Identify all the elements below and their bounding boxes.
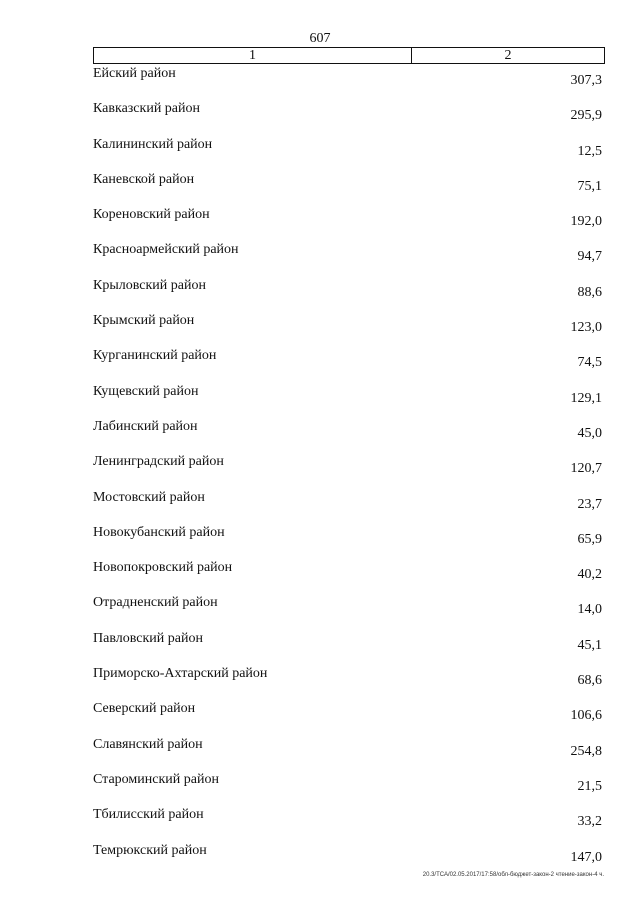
table-row — [93, 276, 605, 311]
district-name: Новокубанский район — [93, 524, 225, 540]
district-table — [93, 64, 605, 876]
document-footer: 20.3/ТСА/02.05.2017/17:58/обл-бюджет-закон-2 чтение-закон-4 ч. — [422, 872, 604, 878]
district-value: 12,5 — [577, 143, 602, 159]
district-name: Приморско-Ахтарский район — [93, 666, 268, 682]
district-name: Ейский район — [93, 66, 176, 81]
district-value: 68,6 — [577, 673, 602, 689]
district-value: 147,0 — [570, 849, 602, 865]
table-row — [93, 346, 605, 381]
table-row — [93, 488, 605, 523]
district-value: 21,5 — [577, 778, 602, 794]
district-value: 40,2 — [577, 567, 602, 583]
district-name: Павловский район — [93, 630, 203, 646]
district-name: Кущевский район — [93, 383, 199, 399]
table-row — [93, 452, 605, 487]
district-value: 254,8 — [570, 743, 602, 759]
table-row — [93, 311, 605, 346]
district-name: Кавказский район — [93, 101, 201, 117]
district-value: 74,5 — [577, 355, 602, 371]
table-row — [93, 523, 605, 558]
table-row — [93, 205, 605, 240]
district-name: Крыловский район — [93, 277, 206, 293]
page-number: 607 — [309, 31, 331, 46]
table-row — [93, 64, 605, 99]
district-value: 88,6 — [577, 284, 602, 300]
district-name: Красноармейский район — [93, 242, 239, 258]
district-name: Новопокровский район — [93, 560, 233, 576]
district-name: Кореновский район — [93, 207, 210, 223]
district-name: Калининский район — [93, 136, 213, 152]
district-value: 129,1 — [570, 390, 602, 406]
district-value: 45,0 — [577, 425, 602, 441]
table-row — [93, 629, 605, 664]
district-name: Староминский район — [93, 771, 219, 787]
district-value: 192,0 — [570, 214, 602, 230]
table-row — [93, 170, 605, 205]
table-row — [93, 382, 605, 417]
table-row — [93, 558, 605, 593]
district-name: Крымский район — [93, 313, 195, 329]
table-row — [93, 135, 605, 170]
table-row — [93, 735, 605, 770]
district-value: 123,0 — [570, 320, 602, 336]
district-name: Каневской район — [93, 171, 195, 187]
table-row — [93, 699, 605, 734]
table-row — [93, 99, 605, 134]
district-value: 33,2 — [577, 814, 602, 830]
district-value: 75,1 — [577, 178, 602, 194]
table-row — [93, 841, 605, 876]
district-value: 106,6 — [570, 708, 602, 724]
table-header — [93, 47, 605, 64]
district-value: 23,7 — [577, 496, 602, 512]
table-row — [93, 805, 605, 840]
district-name: Ленинградский район — [93, 454, 224, 470]
district-name: Северский район — [93, 701, 196, 717]
district-value: 45,1 — [577, 637, 602, 653]
district-name: Славянский район — [93, 736, 203, 752]
district-value: 14,0 — [577, 602, 602, 618]
table-row — [93, 664, 605, 699]
table-row — [93, 417, 605, 452]
district-name: Курганинский район — [93, 348, 217, 364]
district-name: Тбилисский район — [93, 807, 204, 823]
table-row — [93, 770, 605, 805]
district-name: Темрюкский район — [93, 842, 207, 858]
table-row — [93, 240, 605, 275]
district-value: 120,7 — [570, 461, 602, 477]
header-column-2: 2 — [504, 48, 512, 63]
district-value: 295,9 — [570, 108, 602, 124]
header-column-1: 1 — [94, 48, 412, 63]
district-value: 307,3 — [570, 73, 602, 88]
district-name: Отрадненский район — [93, 595, 218, 611]
table-row — [93, 593, 605, 628]
district-value: 65,9 — [577, 531, 602, 547]
district-name: Мостовский район — [93, 489, 205, 505]
district-name: Лабинский район — [93, 418, 198, 434]
district-value: 94,7 — [577, 249, 602, 265]
